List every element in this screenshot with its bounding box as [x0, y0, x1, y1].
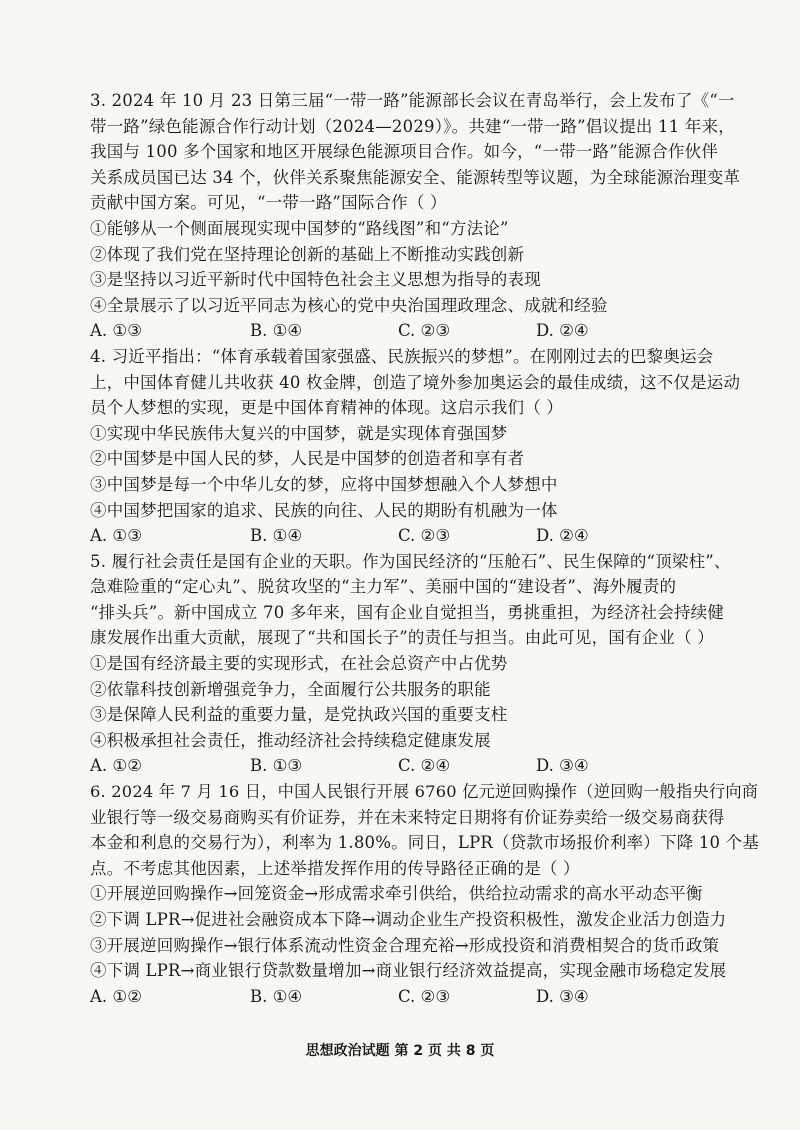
option-c: C. ②④	[398, 756, 451, 776]
question-6-statement: ②下调 LPR→促进社会融资成本下降→调动企业生产投资积极性，激发企业活力创造力	[90, 910, 727, 929]
option-d: D. ②④	[536, 526, 589, 546]
question-5-statement: ④积极承担社会责任，推动经济社会持续稳定健康发展	[90, 730, 491, 750]
question-6-line: 本金和利息的交易行为），利率为 1.80%。同日，LPR（贷款市场报价利率）下降 10 个基	[90, 833, 760, 853]
question-6-statement: ①开展逆回购操作→回笼资金→形成需求牵引供给，供给拉动需求的高水平动态平衡	[90, 884, 703, 904]
question-4-line: 4. 习近平指出：“体育承载着国家强盛、民族振兴的梦想”。在刚刚过去的巴黎奥运会	[90, 346, 714, 366]
option-b: B. ①③	[250, 756, 303, 776]
question-6-line: 6. 2024 年 7 月 16 日，中国人民银行开展 6760 亿元逆回购操作（逆回购一般指央行向商	[90, 782, 759, 802]
option-b: B. ①④	[250, 321, 303, 341]
question-6-options	[90, 984, 730, 1010]
question-6-statement: ③开展逆回购操作→银行体系流动性资金合理充裕→形成投资和消费相契合的货币政策	[90, 935, 720, 955]
question-4	[90, 344, 741, 549]
option-c: C. ②③	[398, 986, 451, 1006]
question-3-line: 关系成员国已达 34 个，伙伴关系聚焦能源安全、能源转型等议题，为全球能源治理变革	[90, 167, 741, 187]
question-3-line: 3. 2024 年 10 月 23 日第三届“一带一路”能源部长会议在青岛举行，会上发布了《“一	[90, 91, 735, 110]
question-3	[90, 88, 741, 344]
option-c: C. ②③	[398, 321, 451, 341]
question-3-statement: ②体现了我们党在坚持理论创新的基础上不断推动实践创新	[90, 244, 525, 264]
option-d: D. ②④	[536, 321, 589, 341]
question-5-options	[90, 753, 730, 779]
page-footer: 思想政治试题 第 2 页 共 8 页	[305, 1043, 495, 1059]
question-4-line: 员个人梦想的实现，更是中国体育精神的体现。这启示我们（ ）	[90, 398, 564, 418]
question-4-statement: ③中国梦是每一个中华儿女的梦，应将中国梦想融入个人梦想中	[90, 474, 558, 494]
question-5-statement: ①是国有经济最主要的实现形式，在社会总资产中占优势	[90, 654, 508, 674]
option-c: C. ②③	[398, 526, 451, 546]
question-3-statement: ③是坚持以习近平新时代中国特色社会主义思想为指导的表现	[90, 270, 541, 290]
option-a: A. ①③	[90, 526, 142, 546]
question-5-line: 急难险重的“定心丸”、脱贫攻坚的“主力军”、美丽中国的“建设者”、海外履责的	[90, 577, 677, 597]
question-4-statement: ④中国梦把国家的追求、民族的向往、人民的期盼有机融为一体	[90, 500, 558, 520]
question-6-line: 点。不考虑其他因素，上述举措发挥作用的传导路径正确的是（ ）	[90, 858, 580, 878]
question-4-statement: ②中国梦是中国人民的梦，人民是中国梦的创造者和享有者	[90, 449, 525, 469]
question-4-line: 上，中国体育健儿共收获 40 枚金牌，创造了境外参加奥运会的最佳成绩，这不仅是运动	[90, 372, 741, 392]
question-3-line: 我国与 100 多个国家和地区开展绿色能源项目合作。如今，“一带一路”能源合作伙伴	[90, 142, 719, 162]
question-4-options	[90, 523, 730, 549]
question-6-line: 业银行等一级交易商购买有价证券，并在未来特定日期将有价证券卖给一级交易商获得	[90, 807, 725, 827]
question-3-options	[90, 318, 730, 344]
question-5-statement: ②依靠科技创新增强竞争力，全面履行公共服务的职能	[90, 679, 491, 699]
option-a: A. ①②	[90, 986, 142, 1006]
question-6	[90, 779, 760, 1009]
question-5-statement: ③是保障人民利益的重要力量，是党执政兴国的重要支柱	[90, 705, 508, 725]
question-3-statement: ④全景展示了以习近平同志为核心的党中央治国理政理念、成就和经验	[90, 295, 608, 315]
option-d: D. ③④	[536, 756, 589, 776]
option-a: A. ①②	[90, 756, 142, 776]
question-3-statement: ①能够从一个侧面展现实现中国梦的“路线图”和“方法论”	[90, 218, 509, 238]
question-3-line: 贡献中国方案。可见，“一带一路”国际合作（ ）	[90, 193, 447, 213]
question-3-line: 带一路”绿色能源合作行动计划（2024—2029）》。共建“一带一路”倡议提出 11 年来，	[90, 116, 735, 136]
option-a: A. ①③	[90, 321, 142, 341]
option-b: B. ①④	[250, 986, 303, 1006]
option-b: B. ①④	[250, 526, 303, 546]
question-6-statement: ④下调 LPR→商业银行贷款数量增加→商业银行经济效益提高，实现金融市场稳定发展	[90, 961, 727, 981]
question-4-statement: ①实现中华民族伟大复兴的中国梦，就是实现体育强国梦	[90, 423, 508, 443]
question-5-line: 5. 履行社会责任是国有企业的天职。作为国民经济的“压舱石”、民生保障的“顶梁柱”、	[90, 551, 731, 571]
question-5-line: 康发展作出重大贡献，展现了“共和国长子”的责任与担当。由此可见，国有企业（ ）	[90, 628, 714, 648]
question-5	[90, 549, 730, 779]
option-d: D. ③④	[536, 986, 589, 1006]
question-5-line: “排头兵”。新中国成立 70 多年来，国有企业自觉担当，勇挑重担，为经济社会持续健	[90, 602, 725, 622]
